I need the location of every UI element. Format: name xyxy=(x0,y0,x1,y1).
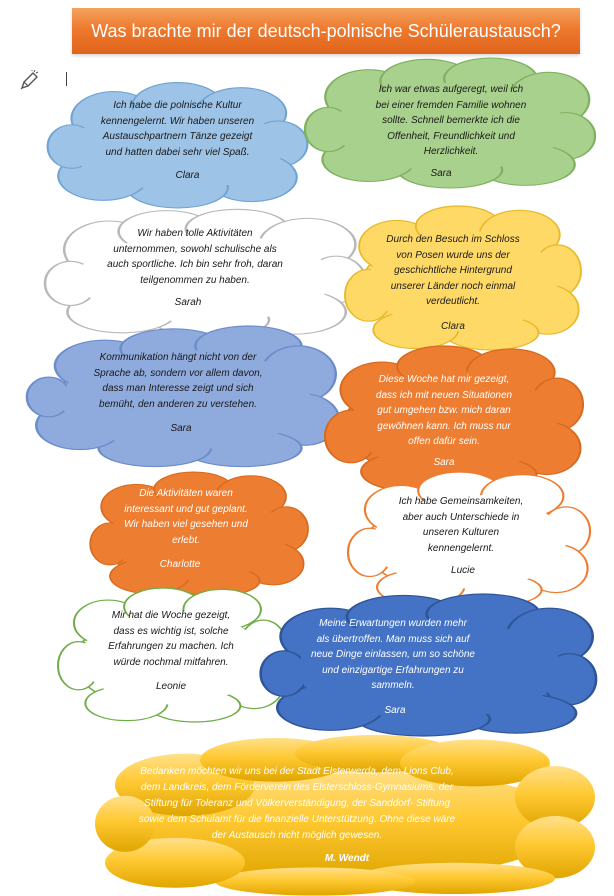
quote-author: Sara xyxy=(384,705,406,716)
quote-cloud-sara-4 xyxy=(264,594,596,736)
quote-cloud-charlotte xyxy=(88,472,308,596)
quote-cloud-sarah xyxy=(45,208,365,338)
quote-author: Clara xyxy=(175,170,200,181)
pen-edit-icon[interactable] xyxy=(18,70,40,92)
quote-text: Ich habe die polnische Kultur kennengelernt. Wir haben unseren Austauschpartnern Tänze gezeigt und hatten dabei sehr viel Spaß. xyxy=(100,100,255,158)
quote-author: Clara xyxy=(441,321,465,332)
quote-text: Durch den Besuch im Schloss von Posen wurde uns der geschichtliche Hintergrund unserer Länder noch einmal verdeutlicht. xyxy=(386,234,520,307)
quote-text: Kommunikation hängt nicht von der Sprache ab, sondern vor allem davon, dass man Interesse zeigt und sich bemüht, den anderen zu verstehen. xyxy=(93,352,263,410)
quote-text: Ich habe Gemeinsamkeiten, aber auch Unterschiede in unseren Kulturen kennengelernt. xyxy=(398,496,524,554)
quote-cloud-clara-1 xyxy=(45,80,310,208)
quote-author: Sarah xyxy=(174,297,202,308)
quote-text: Ich war etwas aufgeregt, weil ich bei einer fremden Familie wohnen sollte. Schnell bemerkte ich die Offenheit, Freundlichkeit und Herzlichkeit. xyxy=(375,84,527,157)
quote-text: Die Aktivitäten waren interessant und gut geplant. Wir haben viel gesehen und erlebt. xyxy=(124,488,248,546)
quote-author: Sara xyxy=(170,423,192,434)
quote-cloud-clara-2 xyxy=(345,206,581,350)
quote-author: Charlotte xyxy=(159,559,201,570)
thanks-cloud xyxy=(95,738,595,894)
quote-author: Sara xyxy=(430,168,452,179)
quote-cloud-leonie xyxy=(58,588,286,722)
page-title: Was brachte mir der deutsch-polnische Schüleraustausch? xyxy=(72,8,580,54)
quote-cloud-sara-1 xyxy=(305,58,595,188)
quote-cloud-sara-2 xyxy=(30,326,342,468)
quote-text: Meine Erwartungen wurden mehr als übertroffen. Man muss sich auf neue Dinge einlassen, um so schöne und einzigartige Erfahrungen zu sammeln. xyxy=(311,618,475,691)
quote-text: Mir hat die Woche gezeigt, dass es wichtig ist, solche Erfahrungen zu machen. Ich würde nochmal mitfahren. xyxy=(108,610,234,668)
quote-author: Leonie xyxy=(155,681,187,692)
quote-author: Lucie xyxy=(451,565,475,576)
quote-cloud-lucie xyxy=(348,472,590,606)
quote-text: Wir haben tolle Aktivitäten unternommen, sowohl schulische als auch sportliche. Ich bin sehr froh, daran teilgenommen zu haben. xyxy=(107,228,283,286)
thanks-author: M. Wendt xyxy=(324,853,370,864)
quote-text: Diese Woche hat mir gezeigt, dass ich mit neuen Situationen gut umgehen bzw. mich daran gewöhnen kann. Ich muss nur offen dafür sein. xyxy=(375,374,513,447)
quote-author: Sara xyxy=(433,457,455,468)
thanks-text: Bedanken möchten wir uns bei der Stadt Elsterwerda, dem Lions Club, dem Landkreis, dem Förderverein des Elsterschloss-Gymnasiums, der Stiftung für Toleranz und Völkerverständigung, der Sanddorf- Stiftung sowie dem Schulamt für die finanzielle Unterstützung. Ohne diese wäre der Austausch nicht möglich gewesen. xyxy=(138,766,456,841)
quote-cloud-sara-3 xyxy=(325,346,583,492)
